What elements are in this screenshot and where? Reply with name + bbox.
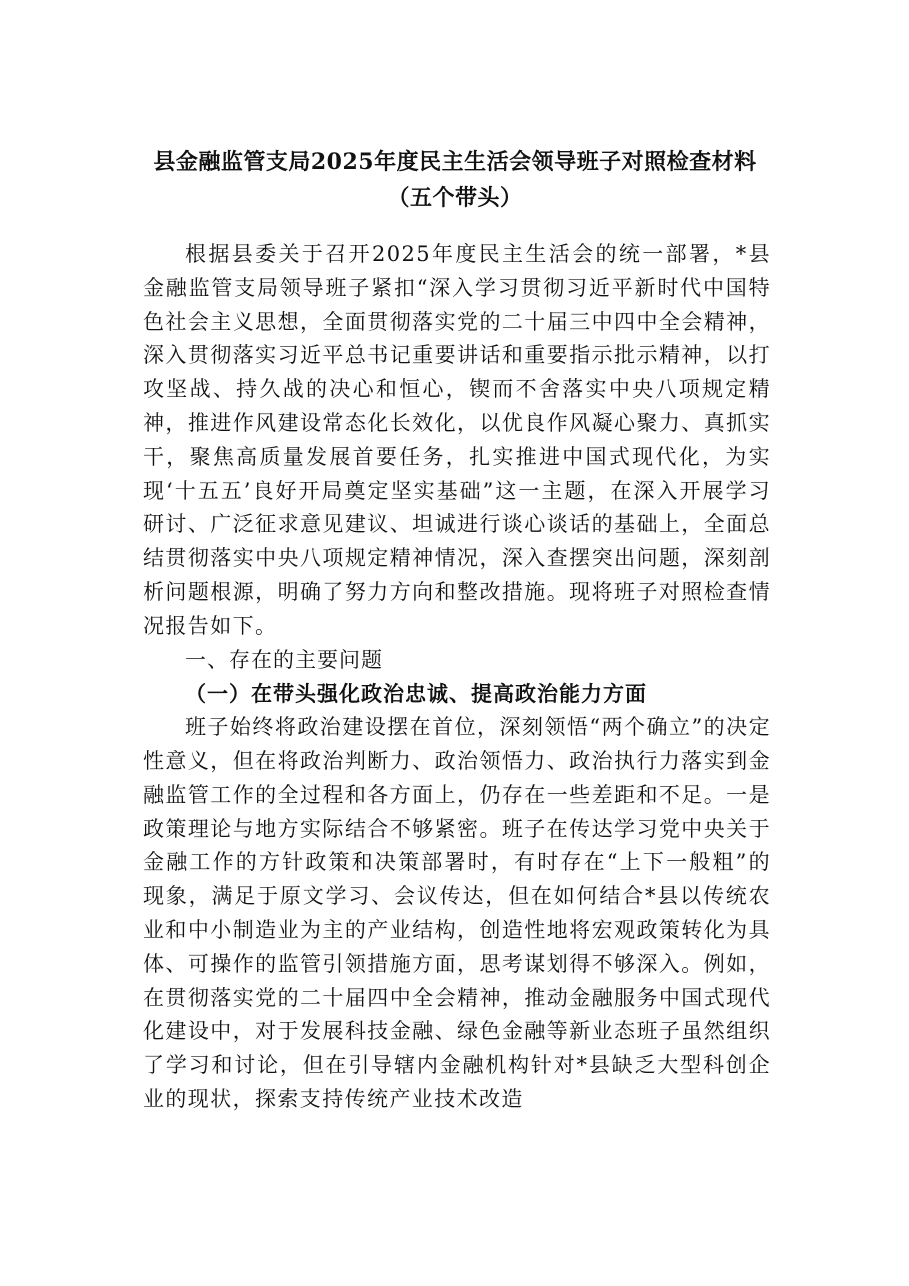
- document-body: [143, 238, 771, 1117]
- subsection-heading: （一）在带头强化政治忠诚、提高政治能力方面: [185, 681, 647, 707]
- section-heading: 一、存在的主要问题: [185, 647, 383, 672]
- intro-paragraph: 根据县委关于召开2025年度民主生活会的统一部署，*县金融监管支局领导班子紧扣“深入学习贯彻习近平新时代中国特色社会主义思想，全面贯彻落实党的二十届三中四中全会精神，深入贯彻落实习近平总书记重要讲话和重要指示批示精神，以打攻坚战、持久战的决心和恒心，锲而不舍落实中央八项规定精神，推进作风建设常态化长效化，以优良作风凝心聚力、真抓实干，聚焦高质量发展首要任务，扎实推进中国式现代化，为实现‘十五五’良好开局奠定坚实基础”这一主题，在深入开展学习研讨、广泛征求意见建议、坦诚进行谈心谈话的基础上，全面总结贯彻落实中央八项规定精神情况，深入查摆突出问题，深刻剖析问题根源，明确了努力方向和整改措施。现将班子对照检查情况报告如下。: [143, 242, 771, 638]
- body-paragraph: 班子始终将政治建设摆在首位，深刻领悟“两个确立”的决定性意义，但在将政治判断力、政治领悟力、政治执行力落实到金融监管工作的全过程和各方面上，仍存在一些差距和不足。一是政策理论与地方实际结合不够紧密。班子在传达学习党中央关于金融工作的方针政策和决策部署时，有时存在“上下一般粗”的现象，满足于原文学习、会议传达，但在如何结合*县以传统农业和中小制造业为主的产业结构，创造性地将宏观政策转化为具体、可操作的监管引领措施方面，思考谋划得不够深入。例如，在贯彻落实党的二十届四中全会精神，推动金融服务中国式现代化建设中，对于发展科技金融、绿色金融等新业态班子虽然组织了学习和讨论，但在引导辖内金融机构针对*县缺乏大型科创企业的现状，探索支持传统产业技术改造: [143, 715, 771, 1111]
- document-title: 县金融监管支局2025年度民主生活会领导班子对照检查材料（五个带头）: [153, 149, 757, 211]
